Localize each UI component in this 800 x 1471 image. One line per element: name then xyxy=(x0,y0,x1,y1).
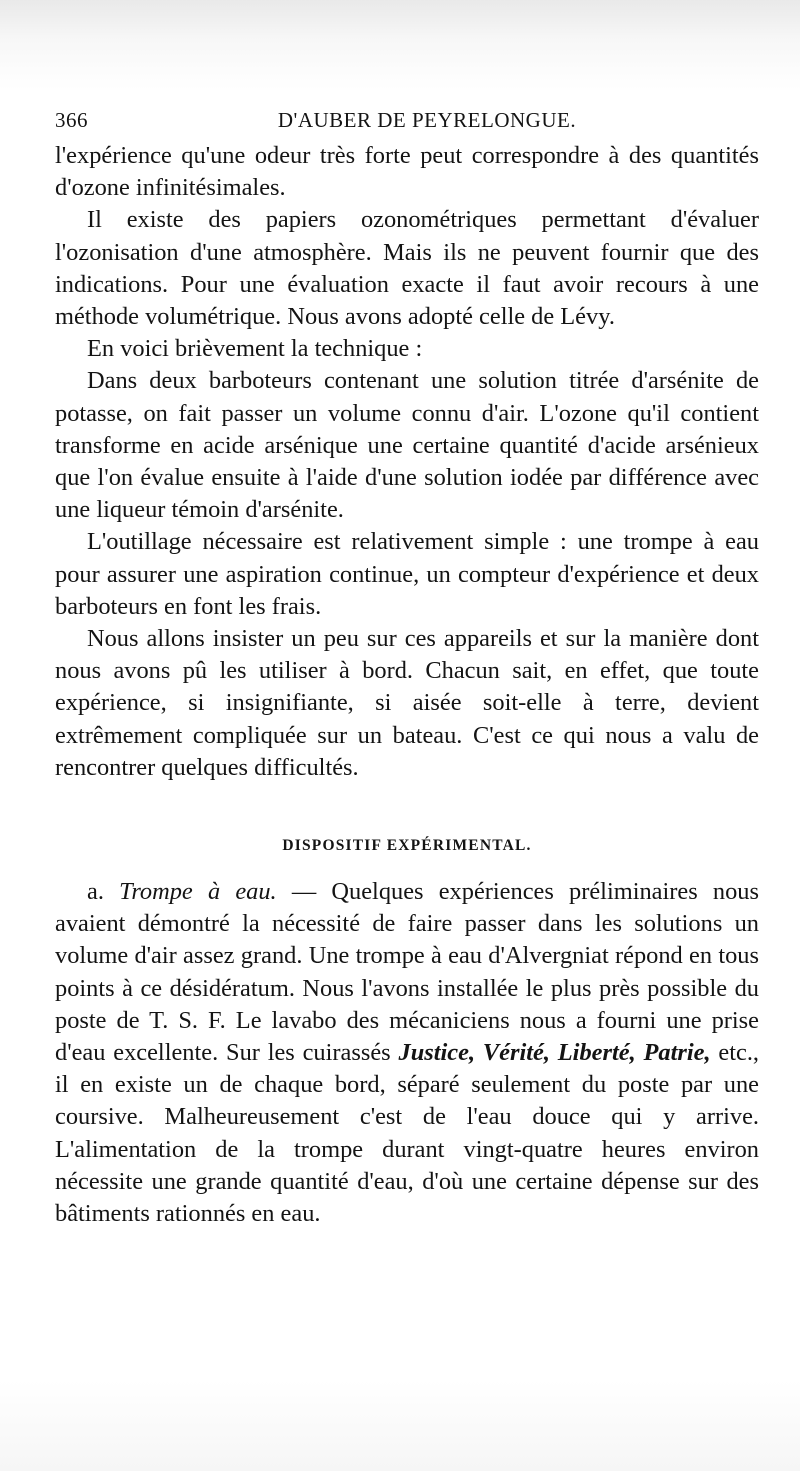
ship-name: Patrie, xyxy=(643,1039,711,1067)
paragraph-ozonometric-papers: Il existe des papiers ozonométriques permettant d'évaluer l'ozonisation d'une atmosphère. Mais ils ne peuvent fournir que des indications. Pour une évaluation exacte il faut avoir recours à une méthode volumétrique. Nous avons adopté celle de Lévy. xyxy=(55,206,759,331)
paragraph-technique-intro: En voici brièvement la technique : xyxy=(87,335,423,363)
item-heading: Trompe à eau. xyxy=(119,878,277,906)
paragraph-equipment: L'outillage nécessaire est relativement simple : une trompe à eau pour assurer une aspiration continue, un compteur d'expérience et deux barboteurs en font les frais. xyxy=(55,528,759,620)
em-dash: — xyxy=(291,878,317,906)
ship-name: Vérité, xyxy=(482,1039,550,1067)
paragraph-text-part-2: etc., il en existe un de chaque bord, séparé seulement du poste par une coursive. Malheureusement c'est de l'eau douce qui y arrive. L'alimentation de la trompe durant vingt-quatre heures environ nécessite une grande quantité d'eau, d'où une certaine dépense sur des bâtiments rationnés en eau. xyxy=(55,1039,760,1228)
paragraph-continuation: l'expérience qu'une odeur très forte peut correspondre à des quantités d'ozone infinitésimales. xyxy=(55,142,759,202)
item-label: a. xyxy=(87,878,104,906)
paragraph-text-part-1: Quelques expériences préliminaires nous avaient démontré la nécessité de faire passer dans les solutions un volume d'air assez grand. Une trompe à eau d'Alvergniat répond en tous points à ce désidératum. Nous l'avons installée le plus près possible du poste de T. S. F. Le lavabo des mécaniciens nous a fourni une prise d'eau excellente. Sur les cuirassés xyxy=(55,878,759,1067)
paragraph-on-board: Nous allons insister un peu sur ces appareils et sur la manière dont nous avons pû les utiliser à bord. Chacun sait, en effet, que toute expérience, si insignifiante, si aisée soit-elle à terre, devient extrêmement compliquée sur un bateau. C'est ce qui nous a valu de rencontrer quelques difficultés. xyxy=(55,625,759,781)
book-page xyxy=(55,100,759,1230)
running-title: D'AUBER DE PEYRELONGUE. xyxy=(277,108,577,132)
ship-name: Justice, xyxy=(398,1039,476,1067)
page-number: 366 xyxy=(55,108,88,132)
running-head xyxy=(55,100,759,140)
paragraph-trompe-a-eau xyxy=(55,876,759,1230)
paragraph-technique: Dans deux barboteurs contenant une solution titrée d'arsénite de potasse, on fait passer un volume connu d'air. L'ozone qu'il contient transforme en acide arsénique une certaine quantité d'acide arsénieux que l'on évalue ensuite à l'aide d'une solution iodée par différence avec une liqueur témoin d'arsénite. xyxy=(55,367,759,524)
section-title: DISPOSITIF EXPÉRIMENTAL. xyxy=(282,837,532,855)
ship-name: Liberté, xyxy=(557,1039,636,1067)
